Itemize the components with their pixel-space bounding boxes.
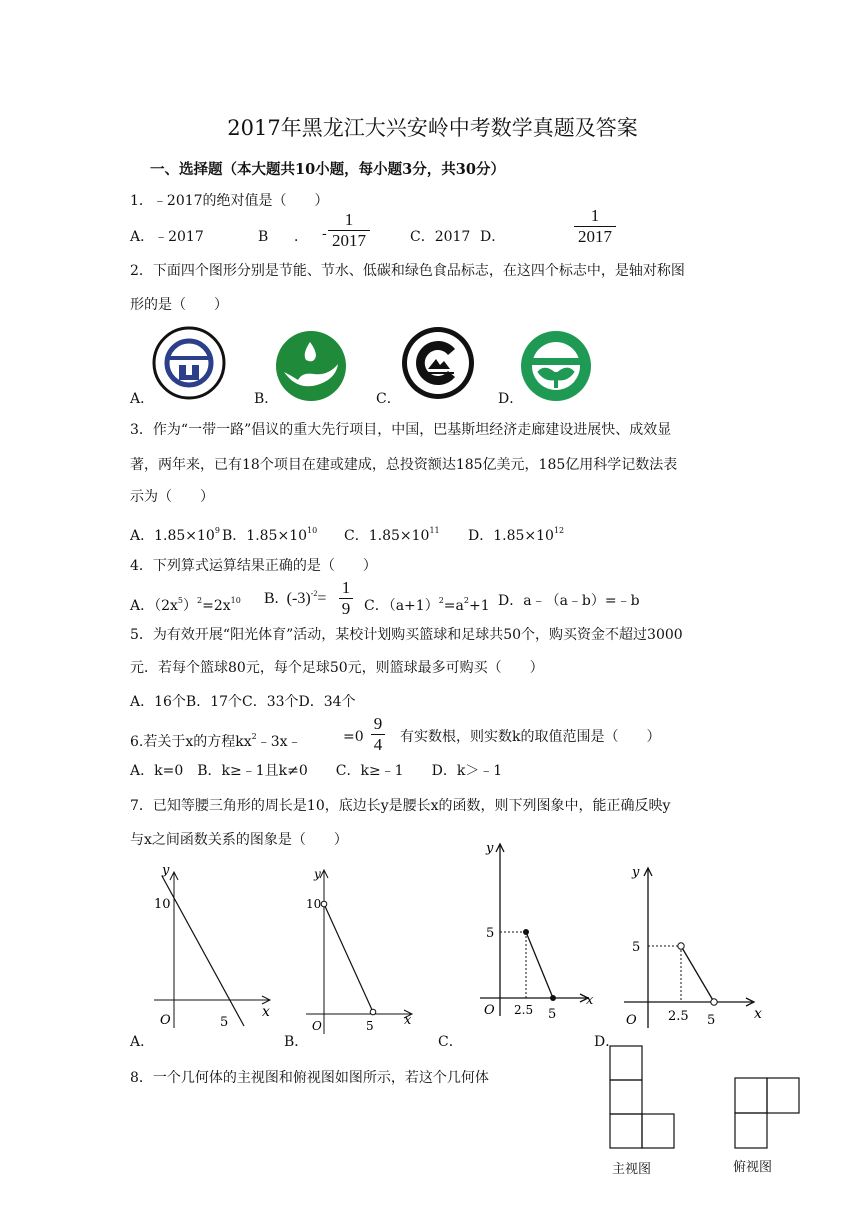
q1-option-a: A．﹣2017 — [130, 229, 204, 245]
q2-option-a-label: A． — [130, 391, 155, 407]
q6-part: ﹣3x﹣ — [256, 734, 302, 750]
q3-option-c — [344, 521, 440, 546]
low-carbon-logo-icon — [398, 325, 478, 403]
x-label: x — [754, 1006, 762, 1022]
q6-fraction — [371, 714, 385, 755]
graph-line — [526, 932, 553, 998]
q6-stem-post: 有实数根，则实数k的取值范围是（ ） — [400, 729, 661, 745]
q4-a-exp: 10 — [230, 596, 241, 605]
closed-endpoint — [550, 995, 556, 1001]
q1-option-c: C．2017 — [410, 229, 471, 245]
q2-line-1: 2．下面四个图形分别是节能、节水、低碳和绿色食品标志，在这四个标志中，是轴对称图 — [130, 263, 685, 279]
q3-line-2: 著，两年来，已有18个项目在建或建成，总投资额达185亿美元，185亿用科学记数法表 — [130, 457, 678, 473]
tick-label-5: 5 — [632, 940, 641, 955]
q4-c-exp: 2 — [463, 596, 469, 605]
water-saving-logo-icon — [272, 328, 352, 404]
open-endpoint — [711, 999, 717, 1005]
q7-option-a-label: A． — [130, 1034, 155, 1050]
fraction-denominator: 4 — [373, 735, 383, 754]
q7-line-2: 与x之间函数关系的图象是（ ） — [130, 832, 348, 848]
origin-label: O — [312, 1019, 322, 1033]
q3-line-1: 3．作为“一带一路”倡议的重大先行项目，中国，巴基斯坦经济走廊建设进展快、成效显 — [130, 422, 672, 438]
fraction-denominator: 2017 — [332, 231, 366, 250]
q4-a-exp: 5 — [177, 596, 184, 605]
q6-stem-pre — [130, 727, 302, 752]
q4-b-expr: (-3) — [286, 590, 311, 607]
top-view-diagram — [733, 1076, 803, 1152]
q3-option-b — [222, 521, 317, 546]
fraction-numerator: 9 — [373, 714, 383, 733]
q3-option-d — [468, 521, 564, 546]
y-label: y — [486, 841, 494, 856]
q1-option-b-dot: ． — [294, 229, 308, 245]
q7-line-1: 7．已知等腰三角形的周长是10，底边长y是腰长x的函数，则下列图象中，能正确反映y — [130, 798, 671, 814]
closed-endpoint — [523, 929, 529, 935]
origin-label: O — [626, 1013, 637, 1028]
front-view-caption: 主视图 — [612, 1162, 652, 1177]
graph-d — [618, 858, 766, 1033]
q7-option-c-label: C． — [438, 1034, 463, 1050]
energy-saving-logo-icon — [150, 325, 230, 401]
fraction-numerator: 1 — [590, 206, 600, 225]
open-endpoint — [321, 901, 327, 907]
tick-label-5: 5 — [366, 1019, 374, 1033]
q4-b-eq: = — [317, 590, 327, 607]
page-title: 2017年黑龙江大兴安岭中考数学真题及答案 — [227, 116, 638, 140]
graph-a — [140, 860, 290, 1035]
q6-equals: =0 — [343, 729, 364, 745]
q4-option-d: D．a﹣（a﹣b）=﹣b — [498, 593, 640, 609]
q3-option-a-exponent: 9 — [214, 526, 220, 535]
tick-label-10: 10 — [306, 897, 322, 911]
q5-line-2: 元．若每个篮球80元，每个足球50元，则篮球最多可购买（ ） — [130, 660, 544, 676]
graph-b — [300, 862, 425, 1037]
q4-c-part: =a — [443, 598, 464, 614]
q1-option-d-label: D． — [480, 229, 506, 245]
q4-option-c — [364, 591, 490, 616]
q2-option-b-label: B． — [254, 391, 279, 407]
q4-a-part: ） — [183, 598, 198, 614]
q1-option-d-fraction — [574, 206, 616, 247]
q4-b-label: B. — [264, 590, 279, 607]
q1-option-b-label: B — [258, 229, 269, 245]
q7-option-b-label: B． — [284, 1034, 309, 1050]
fraction-numerator: 1 — [344, 210, 354, 229]
q4-c-exp: 2 — [438, 596, 444, 605]
q4-b-exp: -2 — [310, 589, 318, 598]
front-view-diagram — [608, 1044, 678, 1152]
q3-option-b-text: B．1.85×10 — [222, 528, 308, 544]
q3-option-c-exponent: 11 — [429, 526, 440, 535]
tick-label-5: 5 — [707, 1013, 716, 1028]
q4-option-b-fraction — [339, 578, 353, 619]
tick-label-10: 10 — [154, 897, 171, 912]
q4-stem: 4．下列算式运算结果正确的是（ ） — [130, 558, 377, 574]
q3-option-d-exponent: 12 — [553, 526, 565, 535]
tick-label-2-5: 2.5 — [514, 1003, 534, 1017]
q5-line-1: 5．为有效开展“阳光体育”活动，某校计划购买篮球和足球共50个，购买资金不超过3000 — [130, 627, 683, 643]
tick-label-5: 5 — [486, 926, 495, 941]
fraction-denominator: 2017 — [578, 227, 612, 246]
tick-label-5: 5 — [548, 1007, 557, 1022]
fraction-denominator: 9 — [341, 599, 351, 618]
tick-label-2-5: 2.5 — [668, 1009, 689, 1024]
y-label: y — [314, 867, 321, 881]
x-label: x — [586, 993, 594, 1008]
q2-line-2: 形的是（ ） — [130, 297, 228, 313]
q3-option-a-text: A．1.85×10 — [130, 528, 215, 544]
y-label: y — [162, 863, 170, 878]
green-food-logo-icon — [518, 328, 598, 404]
q7-option-d-label: D． — [594, 1034, 620, 1050]
graph-c — [472, 838, 602, 1023]
origin-label: O — [160, 1013, 171, 1028]
graph-line — [324, 904, 373, 1012]
open-endpoint — [370, 1009, 376, 1015]
q2-option-c-label: C． — [376, 391, 401, 407]
q3-option-b-exponent: 10 — [307, 526, 318, 535]
q4-a-exp: 2 — [197, 596, 203, 605]
graph-line — [681, 946, 714, 1002]
q6-options: A．k=0 B．k≥﹣1且k≠0 C．k≥﹣1 D．k＞﹣1 — [130, 763, 503, 779]
q8-stem: 8．一个几何体的主视图和俯视图如图所示，若这个几何体 — [130, 1070, 489, 1086]
section-heading: 一、选择题（本大题共10小题，每小题3分，共30分） — [150, 161, 505, 178]
x-label: x — [404, 1013, 412, 1028]
q1-option-b-minus: - — [322, 226, 327, 242]
q3-option-a — [130, 521, 220, 546]
q4-c-part: C．（a+1） — [364, 598, 439, 614]
x-label: x — [262, 1004, 270, 1020]
q3-option-d-text: D．1.85×10 — [468, 528, 554, 544]
origin-label: O — [484, 1003, 495, 1018]
q3-line-3: 示为（ ） — [130, 489, 214, 505]
q4-a-part: =2x — [202, 598, 231, 614]
q3-option-c-text: C．1.85×10 — [344, 528, 430, 544]
tick-label-5: 5 — [220, 1015, 229, 1030]
q4-option-b — [264, 589, 326, 608]
q6-exp: 2 — [251, 732, 257, 741]
y-label: y — [632, 865, 640, 880]
fraction-numerator: 1 — [341, 578, 351, 597]
top-view-caption: 俯视图 — [733, 1160, 773, 1175]
q2-option-d-label: D． — [498, 391, 524, 407]
q4-option-a — [130, 591, 241, 616]
q1-stem: 1．﹣2017的绝对值是（ ） — [130, 193, 329, 209]
q4-c-part: +1 — [468, 598, 490, 614]
q6-part: 6.若关于x的方程kx — [130, 734, 252, 750]
q1-option-b-fraction — [328, 210, 370, 251]
q4-a-part: A．（2x — [130, 598, 178, 614]
q5-options: A．16个B．17个C．33个D．34个 — [130, 694, 356, 710]
open-endpoint — [678, 943, 684, 949]
